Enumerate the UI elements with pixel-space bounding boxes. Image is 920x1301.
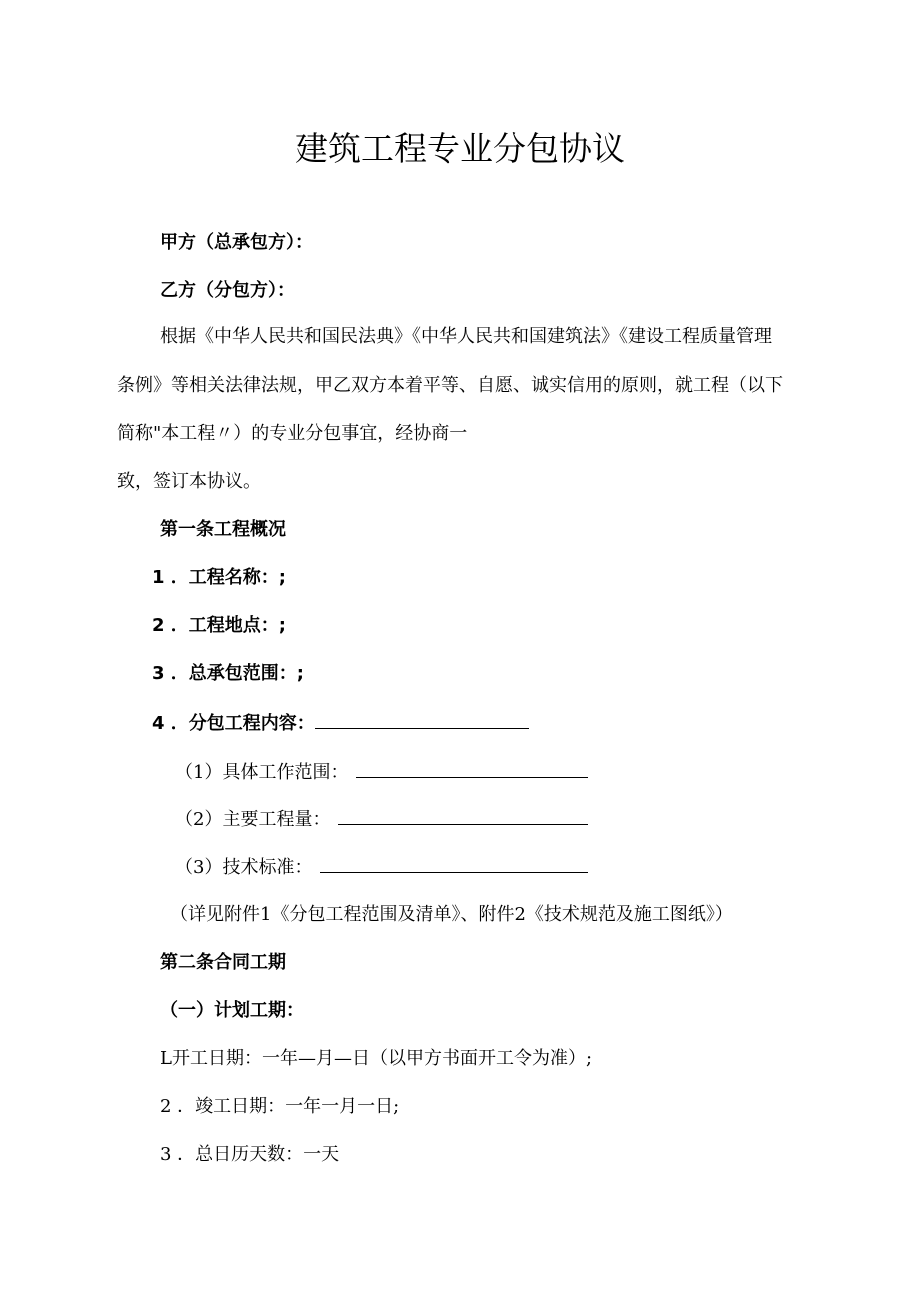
article-1-sub-1 [175,759,588,785]
article-2-heading: 第二条合同工期 [160,952,286,973]
article-1-sub-3-label: （3）技术标准： [175,857,313,878]
article-1-item-4 [152,710,529,736]
document-title: 建筑工程专业分包协议 [295,129,625,168]
preamble-line-3: 简称"本工程〃）的专业分包事宜，经协商一 [117,423,468,444]
article-1-item-3: 3 ．总承包范围：; [152,663,304,684]
article-1-item-2: 2 ．工程地点：; [152,615,286,636]
article-1-sub-2 [175,806,588,832]
party-a-label: 甲方（总承包方）： [160,232,313,253]
article-1-item-1: 1 ．工程名称：; [152,567,286,588]
preamble-line-1: 根据《中华人民共和国民法典》《中华人民共和国建筑法》《建设工程质量管理 [160,326,772,347]
article-1-heading: 第一条工程概况 [160,519,286,540]
fill-in-blank [338,806,588,825]
article-1-sub-3 [175,854,588,880]
article-2-item-2: 2 ．竣工日期：一年一月一日; [160,1096,400,1117]
article-1-sub-1-label: （1）具体工作范围： [175,762,349,783]
article-2-item-3: 3 ．总日历天数：一天 [160,1144,340,1165]
fill-in-blank [315,710,529,729]
fill-in-blank [320,854,588,873]
party-b-label: 乙方（分包方）： [160,280,295,301]
preamble-line-2: 条例》等相关法律法规，甲乙双方本着平等、自愿、诚实信用的原则，就工程（以下 [117,375,783,396]
article-2-item-1: L开工日期：一年—月—日（以甲方书面开工令为准）; [160,1048,593,1069]
article-1-note: （详见附件1《分包工程范围及清单》、附件2《技术规范及施工图纸》） [170,904,733,925]
article-1-item-4-label: 4 ．分包工程内容： [152,713,315,734]
fill-in-blank [356,759,588,778]
article-1-sub-2-label: （2）主要工程量： [175,809,331,830]
preamble-line-4: 致，签订本协议。 [117,471,261,492]
article-2-sub-heading: （一）计划工期： [160,1000,304,1021]
